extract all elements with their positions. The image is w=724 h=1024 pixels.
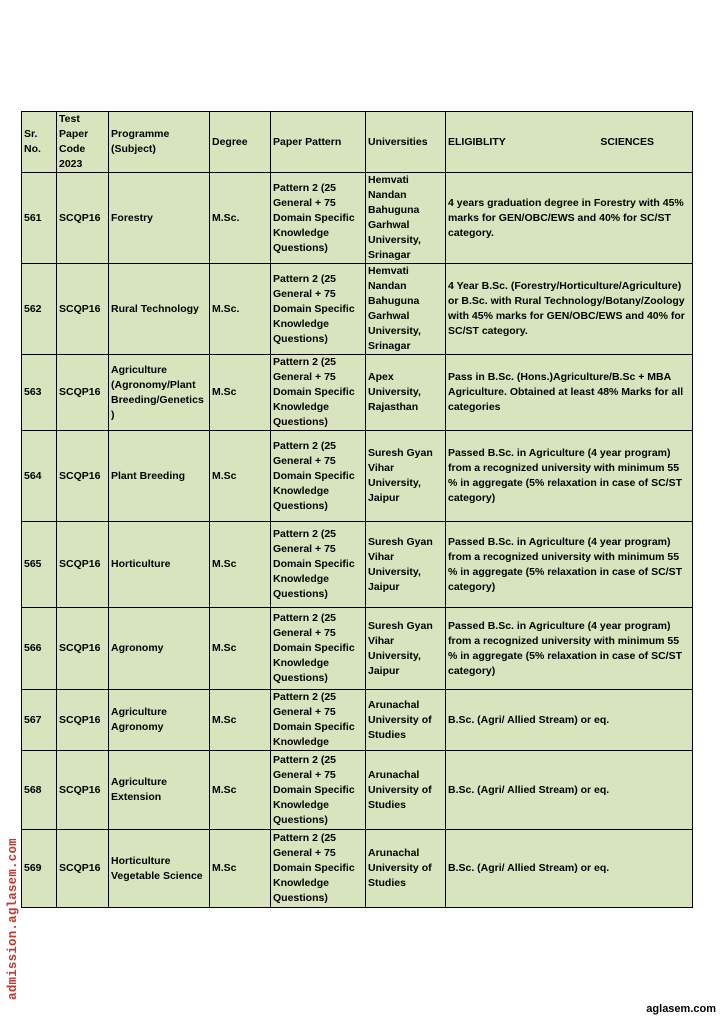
cell-eligibility: Passed B.Sc. in Agriculture (4 year program) from a recognized university with minimum 55 % in aggregate (5% relaxation in case of SC/ST category): [446, 431, 693, 522]
cell-university: Apex University, Rajasthan: [366, 355, 446, 431]
cell-degree: M.Sc: [210, 522, 271, 608]
header-degree: Degree: [210, 112, 271, 173]
cell-programme: Agriculture (Agronomy/Plant Breeding/Genetics): [109, 355, 210, 431]
cell-university: Suresh Gyan Vihar University, Jaipur: [366, 431, 446, 522]
header-code: Test Paper Code 2023: [57, 112, 109, 173]
cell-pattern: Pattern 2 (25 General + 75 Domain Specific Knowledge Questions): [271, 355, 366, 431]
cell-eligibility: B.Sc. (Agri/ Allied Stream) or eq.: [446, 690, 693, 751]
cell-pattern: Pattern 2 (25 General + 75 Domain Specific Knowledge Questions): [271, 522, 366, 608]
table-row: [22, 522, 693, 608]
header-pattern: Paper Pattern: [271, 112, 366, 173]
table-row: [22, 751, 693, 830]
cell-programme: Rural Technology: [109, 264, 210, 355]
cell-code: SCQP16: [57, 431, 109, 522]
cell-eligibility: 4 Year B.Sc. (Forestry/Horticulture/Agriculture) or B.Sc. with Rural Technology/Botany/Zoology with 45% marks for GEN/OBC/EWS and 40% for SC/ST category.: [446, 264, 693, 355]
cell-eligibility: Passed B.Sc. in Agriculture (4 year program) from a recognized university with minimum 55 % in aggregate (5% relaxation in case of SC/ST category): [446, 522, 693, 608]
header-eligibility: [446, 112, 693, 173]
cell-eligibility: 4 years graduation degree in Forestry with 45% marks for GEN/OBC/EWS and 40% for SC/ST category.: [446, 173, 693, 264]
cell-sr: 563: [22, 355, 57, 431]
cell-university: Hemvati Nandan Bahuguna Garhwal University, Srinagar: [366, 264, 446, 355]
cell-programme: Agriculture Extension: [109, 751, 210, 830]
cell-code: SCQP16: [57, 751, 109, 830]
cell-code: SCQP16: [57, 355, 109, 431]
cell-code: SCQP16: [57, 173, 109, 264]
table-row: [22, 173, 693, 264]
cell-degree: M.Sc: [210, 751, 271, 830]
cell-degree: M.Sc: [210, 690, 271, 751]
sciences-label: SCIENCES: [600, 135, 654, 148]
cell-university: Suresh Gyan Vihar University, Jaipur: [366, 522, 446, 608]
header-universities: Universities: [366, 112, 446, 173]
cell-pattern: Pattern 2 (25 General + 75 Domain Specific Knowledge Questions): [271, 431, 366, 522]
cell-programme: Plant Breeding: [109, 431, 210, 522]
table-row: [22, 355, 693, 431]
cell-university: Arunachal University of Studies: [366, 751, 446, 830]
table-row: [22, 830, 693, 908]
cell-eligibility: B.Sc. (Agri/ Allied Stream) or eq.: [446, 751, 693, 830]
cell-code: SCQP16: [57, 522, 109, 608]
cell-sr: 565: [22, 522, 57, 608]
header-sr: Sr. No.: [22, 112, 57, 173]
header-programme: Programme (Subject): [109, 112, 210, 173]
table-row: [22, 264, 693, 355]
cell-pattern: Pattern 2 (25 General + 75 Domain Specific Knowledge Questions): [271, 751, 366, 830]
cell-pattern: Pattern 2 (25 General + 75 Domain Specific Knowledge Questions): [271, 830, 366, 908]
cell-pattern: Pattern 2 (25 General + 75 Domain Specific Knowledge Questions): [271, 173, 366, 264]
cell-code: SCQP16: [57, 830, 109, 908]
cell-sr: 566: [22, 608, 57, 690]
cell-university: Hemvati Nandan Bahuguna Garhwal University, Srinagar: [366, 173, 446, 264]
cell-programme: Horticulture Vegetable Science: [109, 830, 210, 908]
cell-code: SCQP16: [57, 264, 109, 355]
cell-pattern: Pattern 2 (25 General + 75 Domain Specific Knowledge Questions): [271, 608, 366, 690]
cell-programme: Agronomy: [109, 608, 210, 690]
watermark-text: admission.aglasem.com: [6, 838, 20, 1000]
cell-degree: M.Sc: [210, 608, 271, 690]
cell-degree: M.Sc.: [210, 173, 271, 264]
cell-university: Arunachal University of Studies: [366, 690, 446, 751]
table-row: [22, 431, 693, 522]
eligibility-table: [21, 111, 693, 908]
cell-sr: 568: [22, 751, 57, 830]
cell-programme: Forestry: [109, 173, 210, 264]
cell-sr: 562: [22, 264, 57, 355]
cell-pattern: Pattern 2 (25 General + 75 Domain Specific Knowledge Questions): [271, 264, 366, 355]
cell-sr: 567: [22, 690, 57, 751]
cell-pattern: Pattern 2 (25 General + 75 Domain Specific Knowledge: [271, 690, 366, 751]
cell-degree: M.Sc: [210, 431, 271, 522]
cell-sr: 569: [22, 830, 57, 908]
cell-code: SCQP16: [57, 690, 109, 751]
table-row: [22, 690, 693, 751]
cell-programme: Agriculture Agronomy: [109, 690, 210, 751]
cell-eligibility: Passed B.Sc. in Agriculture (4 year program) from a recognized university with minimum 55 % in aggregate (5% relaxation in case of SC/ST category): [446, 608, 693, 690]
cell-eligibility: Pass in B.Sc. (Hons.)Agriculture/B.Sc + MBA Agriculture. Obtained at least 48% Marks for all categories: [446, 355, 693, 431]
cell-degree: M.Sc: [210, 830, 271, 908]
cell-sr: 564: [22, 431, 57, 522]
footer-brand: aglasem.com: [646, 1003, 716, 1015]
cell-programme: Horticulture: [109, 522, 210, 608]
header-row: [22, 112, 693, 173]
cell-university: Arunachal University of Studies: [366, 830, 446, 908]
cell-university: Suresh Gyan Vihar University, Jaipur: [366, 608, 446, 690]
eligibility-label: ELIGIBLITY: [448, 135, 506, 148]
table-row: [22, 608, 693, 690]
cell-code: SCQP16: [57, 608, 109, 690]
cell-sr: 561: [22, 173, 57, 264]
cell-degree: M.Sc: [210, 355, 271, 431]
cell-eligibility: B.Sc. (Agri/ Allied Stream) or eq.: [446, 830, 693, 908]
cell-degree: M.Sc.: [210, 264, 271, 355]
